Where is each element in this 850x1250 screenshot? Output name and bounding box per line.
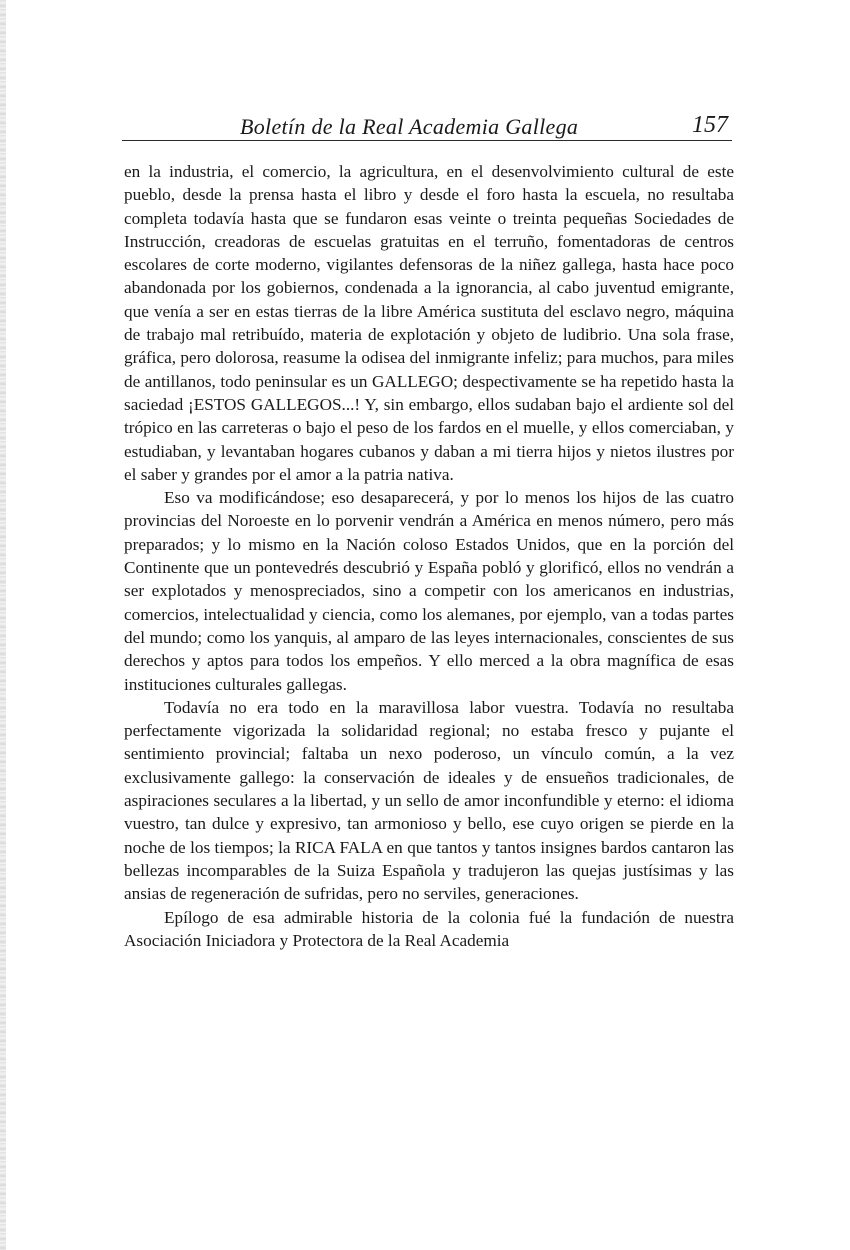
paragraph-continuation: en la industria, el comercio, la agricultura, en el desenvolvimiento cultural de este pueblo, desde la prensa hasta el libro y desde el foro hasta la escuela, no resultaba completa todavía hasta que se fundaron esas veinte o treinta pequeñas Sociedades de Instrucción, creadoras de escuelas gratuitas en el terruño, fomentadoras de centros escolares de corte moderno, vigilantes defensoras de la niñez gallega, hasta hace poco abandonada por los gobiernos, condenada a la ignorancia, al cabo juventud emigrante, que venía a ser en estas tierras de la libre América sustituta del esclavo negro, máquina de trabajo mal retribuído, materia de explotación y objeto de ludibrio. Una sola frase, gráfica, pero dolorosa, reasume la odisea del inmigrante infeliz; para muchos, para miles de antillanos, todo peninsular es un GALLEGO; despectivamente se ha repetido hasta la saciedad ¡ESTOS GALLEGOS...! Y, sin embargo, ellos sudaban bajo el ardiente sol del trópico en las carreteras o bajo el peso de los fardos en el muelle, y ellos comerciaban, y estudiaban, y levantaban hogares cubanos y daban a mi tierra hijos y nietos ilustres por el saber y grandes por el amor a la patria nativa. <box>124 162 734 484</box>
page-number: 157 <box>692 112 728 138</box>
paragraph: Eso va modificándose; eso desaparecerá, y por lo menos los hijos de las cuatro provincias del Noroeste en lo porvenir vendrán a América en menos número, pero más preparados; y lo mismo en la Nación coloso Estados Unidos, que en la porción del Continente que un pontevedrés descubrió y España pobló y glorificó, ellos no vendrán a ser explotados y menospreciados, sino a competir con los americanos en industrias, comercios, intelectualidad y ciencia, como los alemanes, por ejemplo, van a todas partes del mundo; como los yanquis, al amparo de las leyes internacionales, conscientes de sus derechos y aptos para todos los empeños. Y ello merced a la obra magnífica de esas instituciones culturales gallegas. <box>124 488 734 694</box>
journal-title: Boletín de la Real Academia Gallega <box>240 114 579 139</box>
paragraph: Todavía no era todo en la maravillosa labor vuestra. Todavía no resultaba perfectamente vigorizada la solidaridad regional; no estaba fresco y pujante el sentimiento provincial; faltaba un nexo poderoso, un vínculo común, a la vez exclusivamente gallego: la conservación de ideales y de ensueños tradicionales, de aspiraciones seculares a la libertad, y un sello de amor inconfundible y eterno: el idioma vuestro, tan dulce y expresivo, tan armonioso y bello, ese cuyo origen se pierde en la noche de los tiempos; la RICA FALA en que tantos y tantos insignes bardos cantaron las bellezas incomparables de la Suiza Española y tradujeron las quejas justísimas y las ansias de regeneración de sufridas, pero no serviles, generaciones. <box>124 697 734 904</box>
scan-binding-edge <box>0 0 6 1250</box>
paragraph: Epílogo de esa admirable historia de la colonia fué la fundación de nuestra Asociación Iniciadora y Protectora de la Real Academia <box>124 907 734 950</box>
running-header <box>122 108 732 144</box>
body-text <box>124 160 734 952</box>
header-rule <box>122 140 732 141</box>
